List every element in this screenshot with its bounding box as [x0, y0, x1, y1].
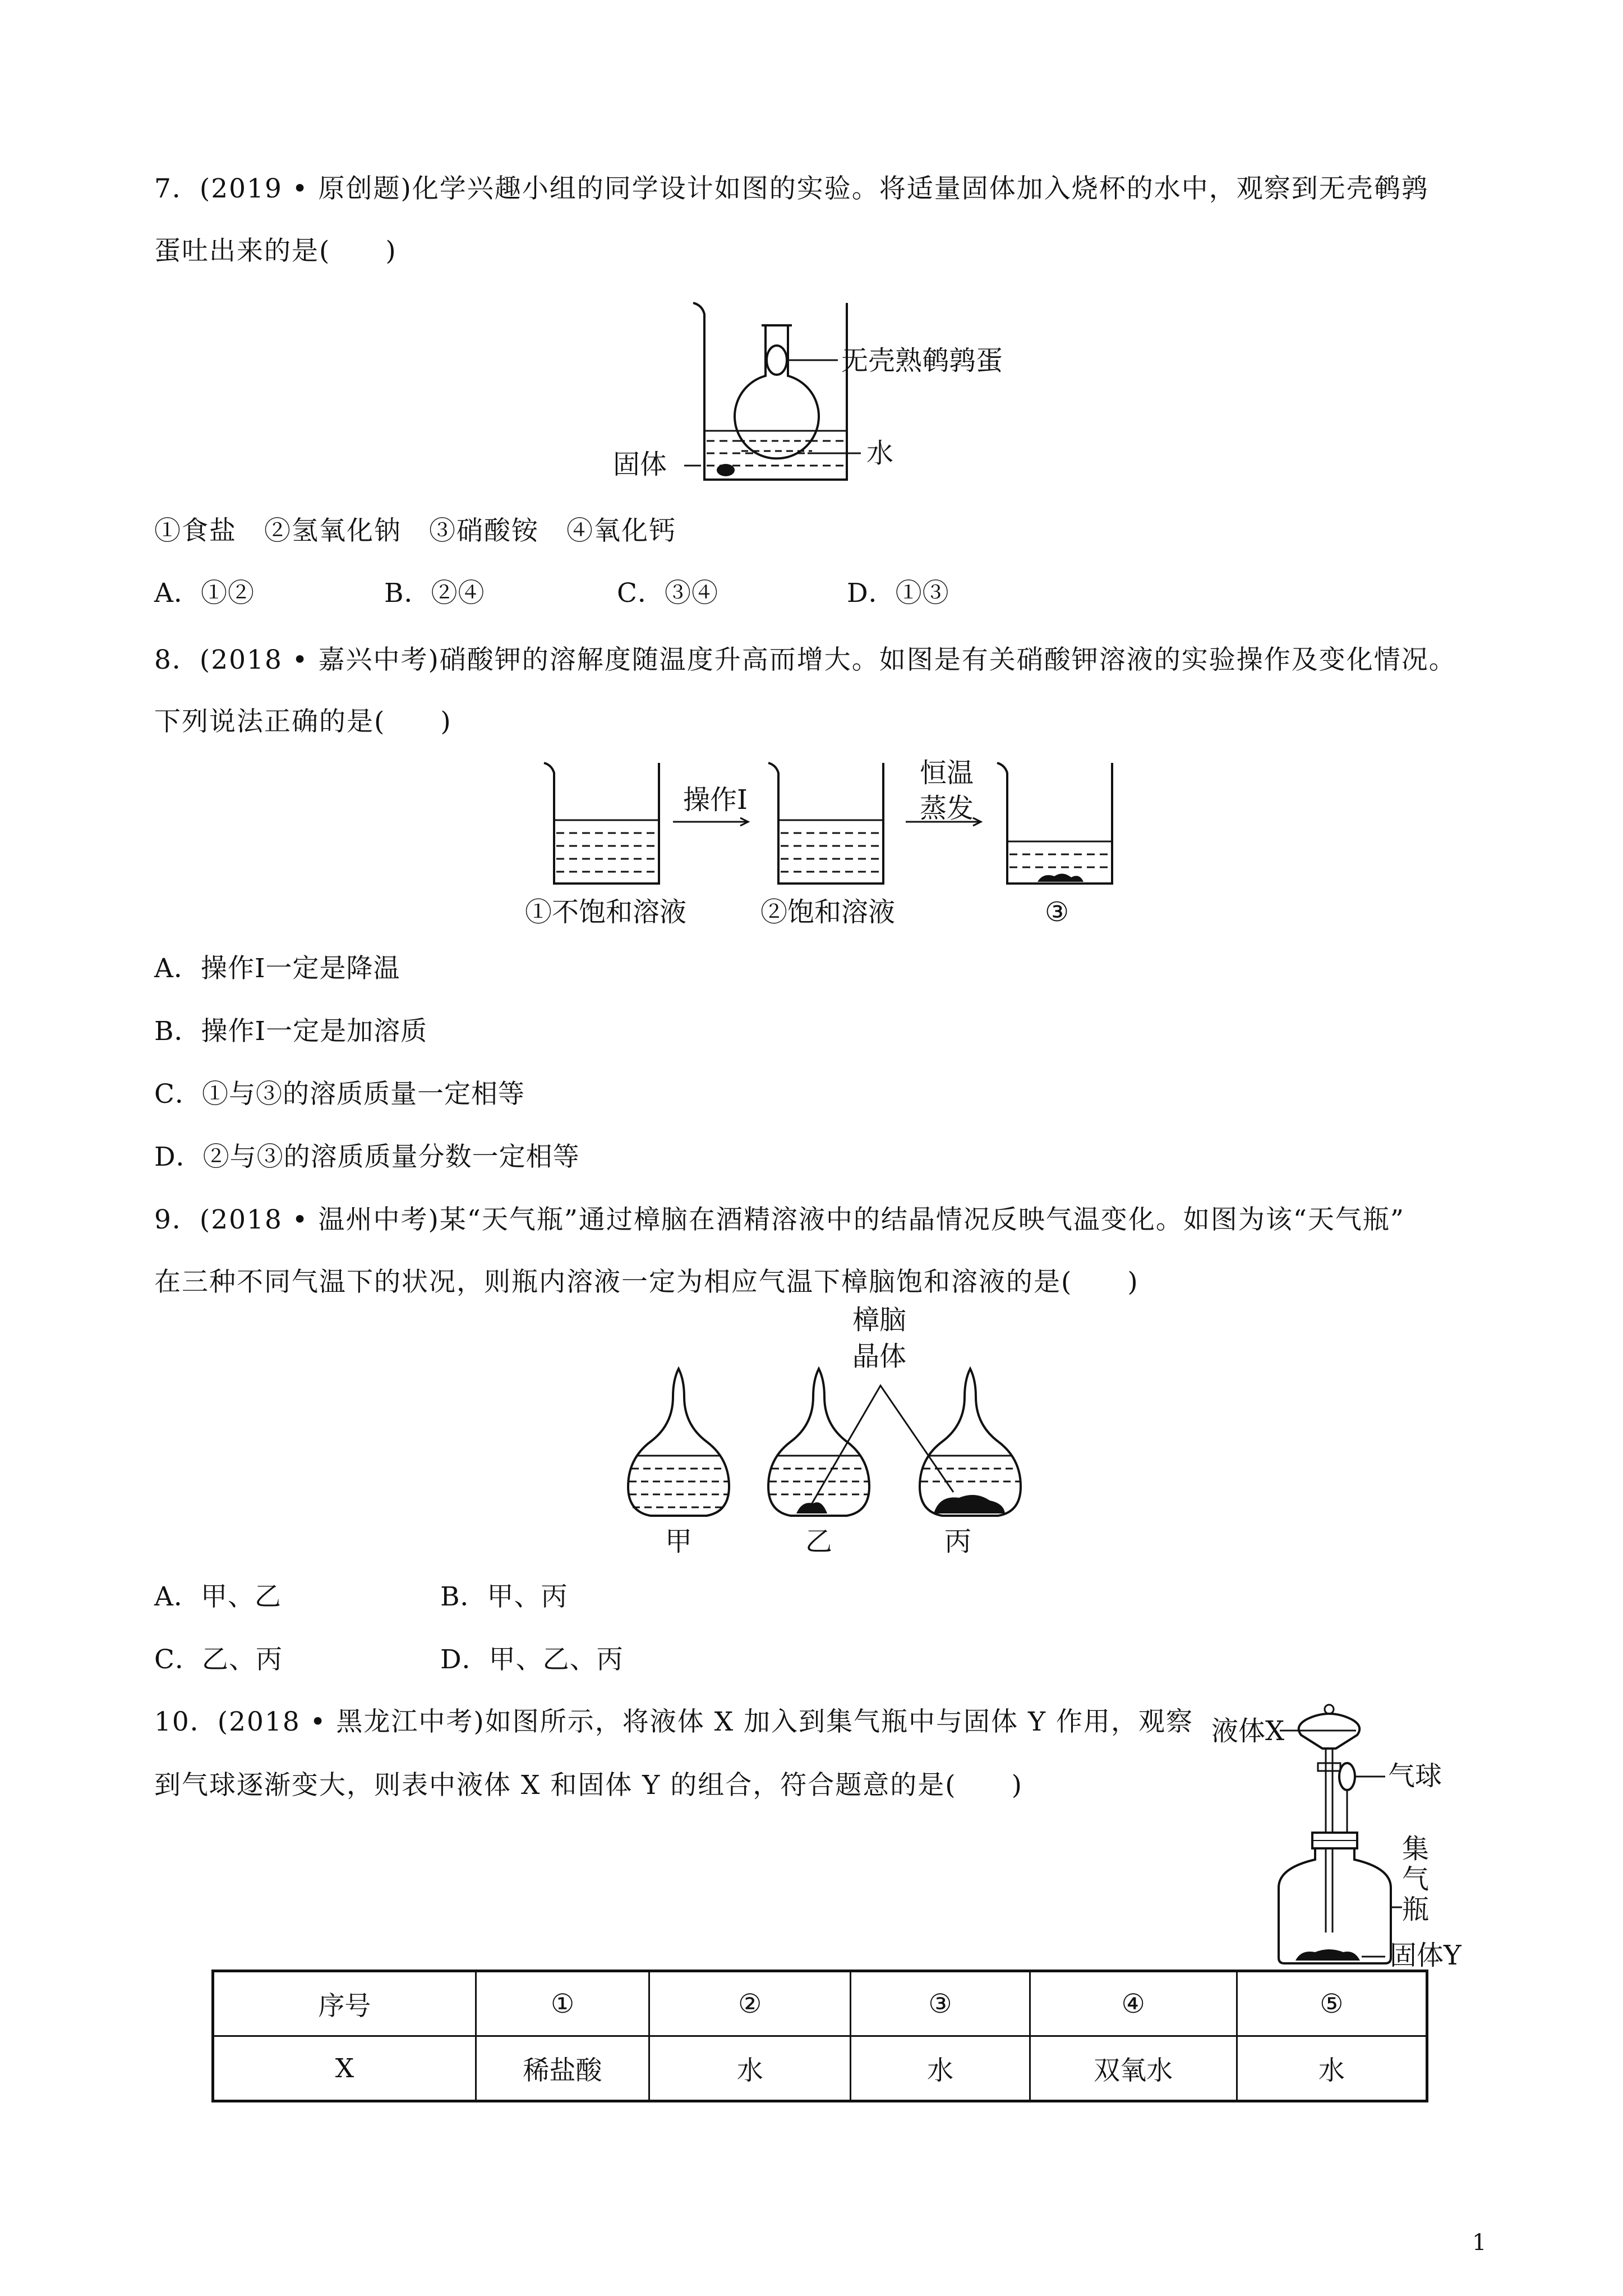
q8-beakers-figure [538, 752, 1127, 898]
table-header-cell: ① [476, 1971, 649, 2036]
q9-option-c: C．乙、丙 [154, 1644, 283, 1675]
table-header-cell: 序号 [213, 1971, 476, 2036]
q9-stem-line1: 9．(2018 • 温州中考)某“天气瓶”通过樟脑在酒精溶液中的结晶情况反映气温变化。如图为该“天气瓶” [154, 1204, 1405, 1235]
q10-stem-line2: 到气球逐渐变大，则表中液体 X 和固体 Y 的组合，符合题意的是( ) [154, 1770, 1023, 1801]
q9-stem-line2: 在三种不同气温下的状况，则瓶内溶液一定为相应气温下樟脑饱和溶液的是( ) [154, 1267, 1139, 1297]
table-cell: 双氧水 [1030, 2036, 1237, 2101]
q7-option-c: C．③④ [617, 578, 718, 609]
q8-stem-line1: 8．(2018 • 嘉兴中考)硝酸钾的溶解度随温度升高而增大。如图是有关硝酸钾溶液的实验操作及变化情况。 [154, 645, 1456, 675]
q7-option-b: B．②④ [384, 578, 485, 609]
q7-items: ①食盐 ②氢氧化钠 ③硝酸铵 ④氧化钙 [154, 516, 676, 546]
q8-label-op2-line2: 蒸发 [920, 793, 974, 824]
q9-label-bottle-bing: 丙 [944, 1526, 972, 1557]
table-cell: 水 [1237, 2036, 1427, 2101]
q10-label-solid: 固体Y [1390, 1940, 1461, 1971]
table-header-cell: ④ [1030, 1971, 1237, 2036]
q7-option-d: D．①③ [847, 578, 949, 609]
q9-label-bottle-yi: 乙 [805, 1526, 833, 1557]
q8-label-op2-line1: 恒温 [920, 757, 974, 789]
q8-option-c: C．①与③的溶质质量一定相等 [154, 1079, 525, 1110]
table-cell: 稀盐酸 [476, 2036, 649, 2101]
q7-option-a: A．①② [154, 578, 255, 609]
q8-label-beaker1: ①不饱和溶液 [525, 896, 687, 928]
q8-label-op1: 操作Ⅰ [683, 784, 748, 816]
q10-label-balloon: 气球 [1388, 1760, 1442, 1792]
q9-weather-bottles-figure [617, 1363, 1066, 1531]
q8-label-beaker3: ③ [1045, 896, 1069, 928]
q9-option-d: D．甲、乙、丙 [440, 1644, 624, 1675]
q8-option-a: A．操作Ⅰ一定是降温 [154, 953, 400, 984]
q7-label-egg: 无壳熟鹌鹑蛋 [841, 345, 1003, 376]
q10-label-bottle-2: 气 [1402, 1864, 1430, 1895]
q7-stem-line1: 7．(2019 • 原创题)化学兴趣小组的同学设计如图的实验。将适量固体加入烧杯的水中，观察到无壳鹌鹑 [154, 173, 1429, 204]
q9-label-crystal-line2: 晶体 [852, 1341, 907, 1372]
q10-label-liquid: 液体X [1211, 1715, 1285, 1747]
q10-table [211, 1970, 1428, 2102]
q8-option-d: D．②与③的溶质质量分数一定相等 [154, 1142, 580, 1172]
table-header-row [213, 1971, 1427, 2036]
table-header-cell: ⑤ [1237, 1971, 1427, 2036]
q9-label-crystal-line1: 樟脑 [852, 1304, 907, 1336]
q8-stem-line2: 下列说法正确的是( ) [154, 706, 452, 737]
q10-label-bottle-1: 集 [1402, 1833, 1430, 1865]
table-header-cell: ③ [851, 1971, 1030, 2036]
q10-stem-line1: 10．(2018 • 黑龙江中考)如图所示，将液体 X 加入到集气瓶中与固体 Y 作用，观察 [154, 1706, 1193, 1737]
q8-option-b: B．操作Ⅰ一定是加溶质 [154, 1016, 428, 1047]
q10-label-bottle-3: 瓶 [1402, 1894, 1430, 1925]
table-row [213, 2036, 1427, 2101]
table-cell: 水 [649, 2036, 851, 2101]
table-header-cell: ② [649, 1971, 851, 2036]
q9-option-a: A．甲、乙 [154, 1581, 282, 1612]
q9-label-bottle-jia: 甲 [665, 1526, 693, 1557]
q7-label-water: 水 [866, 438, 894, 469]
q9-option-b: B．甲、丙 [440, 1581, 568, 1612]
q7-stem-line2: 蛋吐出来的是( ) [154, 236, 397, 266]
table-cell: X [213, 2036, 476, 2101]
q7-label-solid: 固体 [613, 449, 667, 480]
page-number: 1 [1472, 2230, 1487, 2256]
table-cell: 水 [851, 2036, 1030, 2101]
q8-label-beaker2: ②饱和溶液 [760, 896, 896, 928]
